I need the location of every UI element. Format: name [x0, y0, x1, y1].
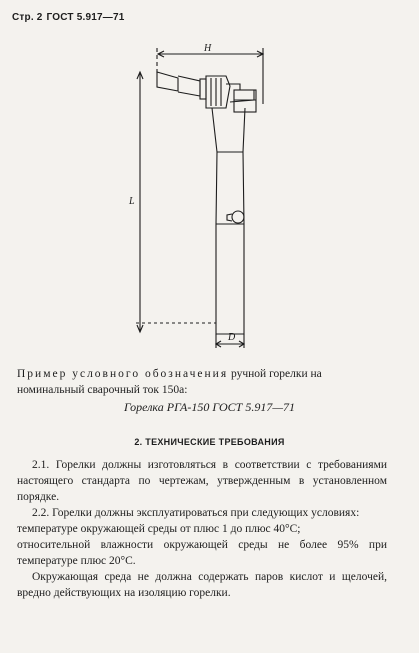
dimension-h-label: H [204, 43, 212, 54]
side-valve-icon [232, 211, 244, 223]
dimension-l-label: L [129, 196, 135, 207]
torch-collar [200, 79, 206, 99]
designation-example [17, 366, 389, 398]
torch-handle [212, 108, 245, 334]
page-header [12, 12, 124, 23]
dimension-d-label: D [228, 332, 236, 343]
paragraph-2-1: 2.1. Горелки должны изготовляться в соответствии с требованиями настоящего стандарта по чертежам, утвержденным в установленном порядке. [17, 459, 387, 503]
standard-number: ГОСТ 5.917—71 [46, 12, 125, 23]
example-line2: номинальный сварочный ток 150а: [17, 384, 188, 396]
designation-text: Горелка РГА-150 ГОСТ 5.917—71 [123, 400, 296, 414]
paragraph-environment: Окружающая среда не должна содержать паров кислот и щелочей, вредно действующих на изоляцию горелки. [17, 571, 387, 599]
section-title: 2. ТЕХНИЧЕСКИЕ ТРЕБОВАНИЯ [134, 437, 285, 447]
paragraph-2-2: 2.2. Горелки должны эксплуатироваться при следующих условиях: [32, 507, 360, 519]
condition-temperature: температуре окружающей среды от плюс 1 до плюс 40°C; [17, 523, 301, 535]
torch-nozzle [157, 72, 178, 91]
torch-nut [206, 76, 230, 108]
example-intro-rest: ручной горелки на [231, 368, 322, 380]
page-number: Стр. 2 [12, 12, 43, 23]
torch-cone [178, 76, 200, 96]
torch-drawing [120, 34, 280, 352]
condition-humidity: относительной влажности окружающей среды не более 95% при температуре плюс 20°C. [17, 539, 387, 567]
example-intro-spaced: Пример условного обозначения [17, 368, 229, 380]
